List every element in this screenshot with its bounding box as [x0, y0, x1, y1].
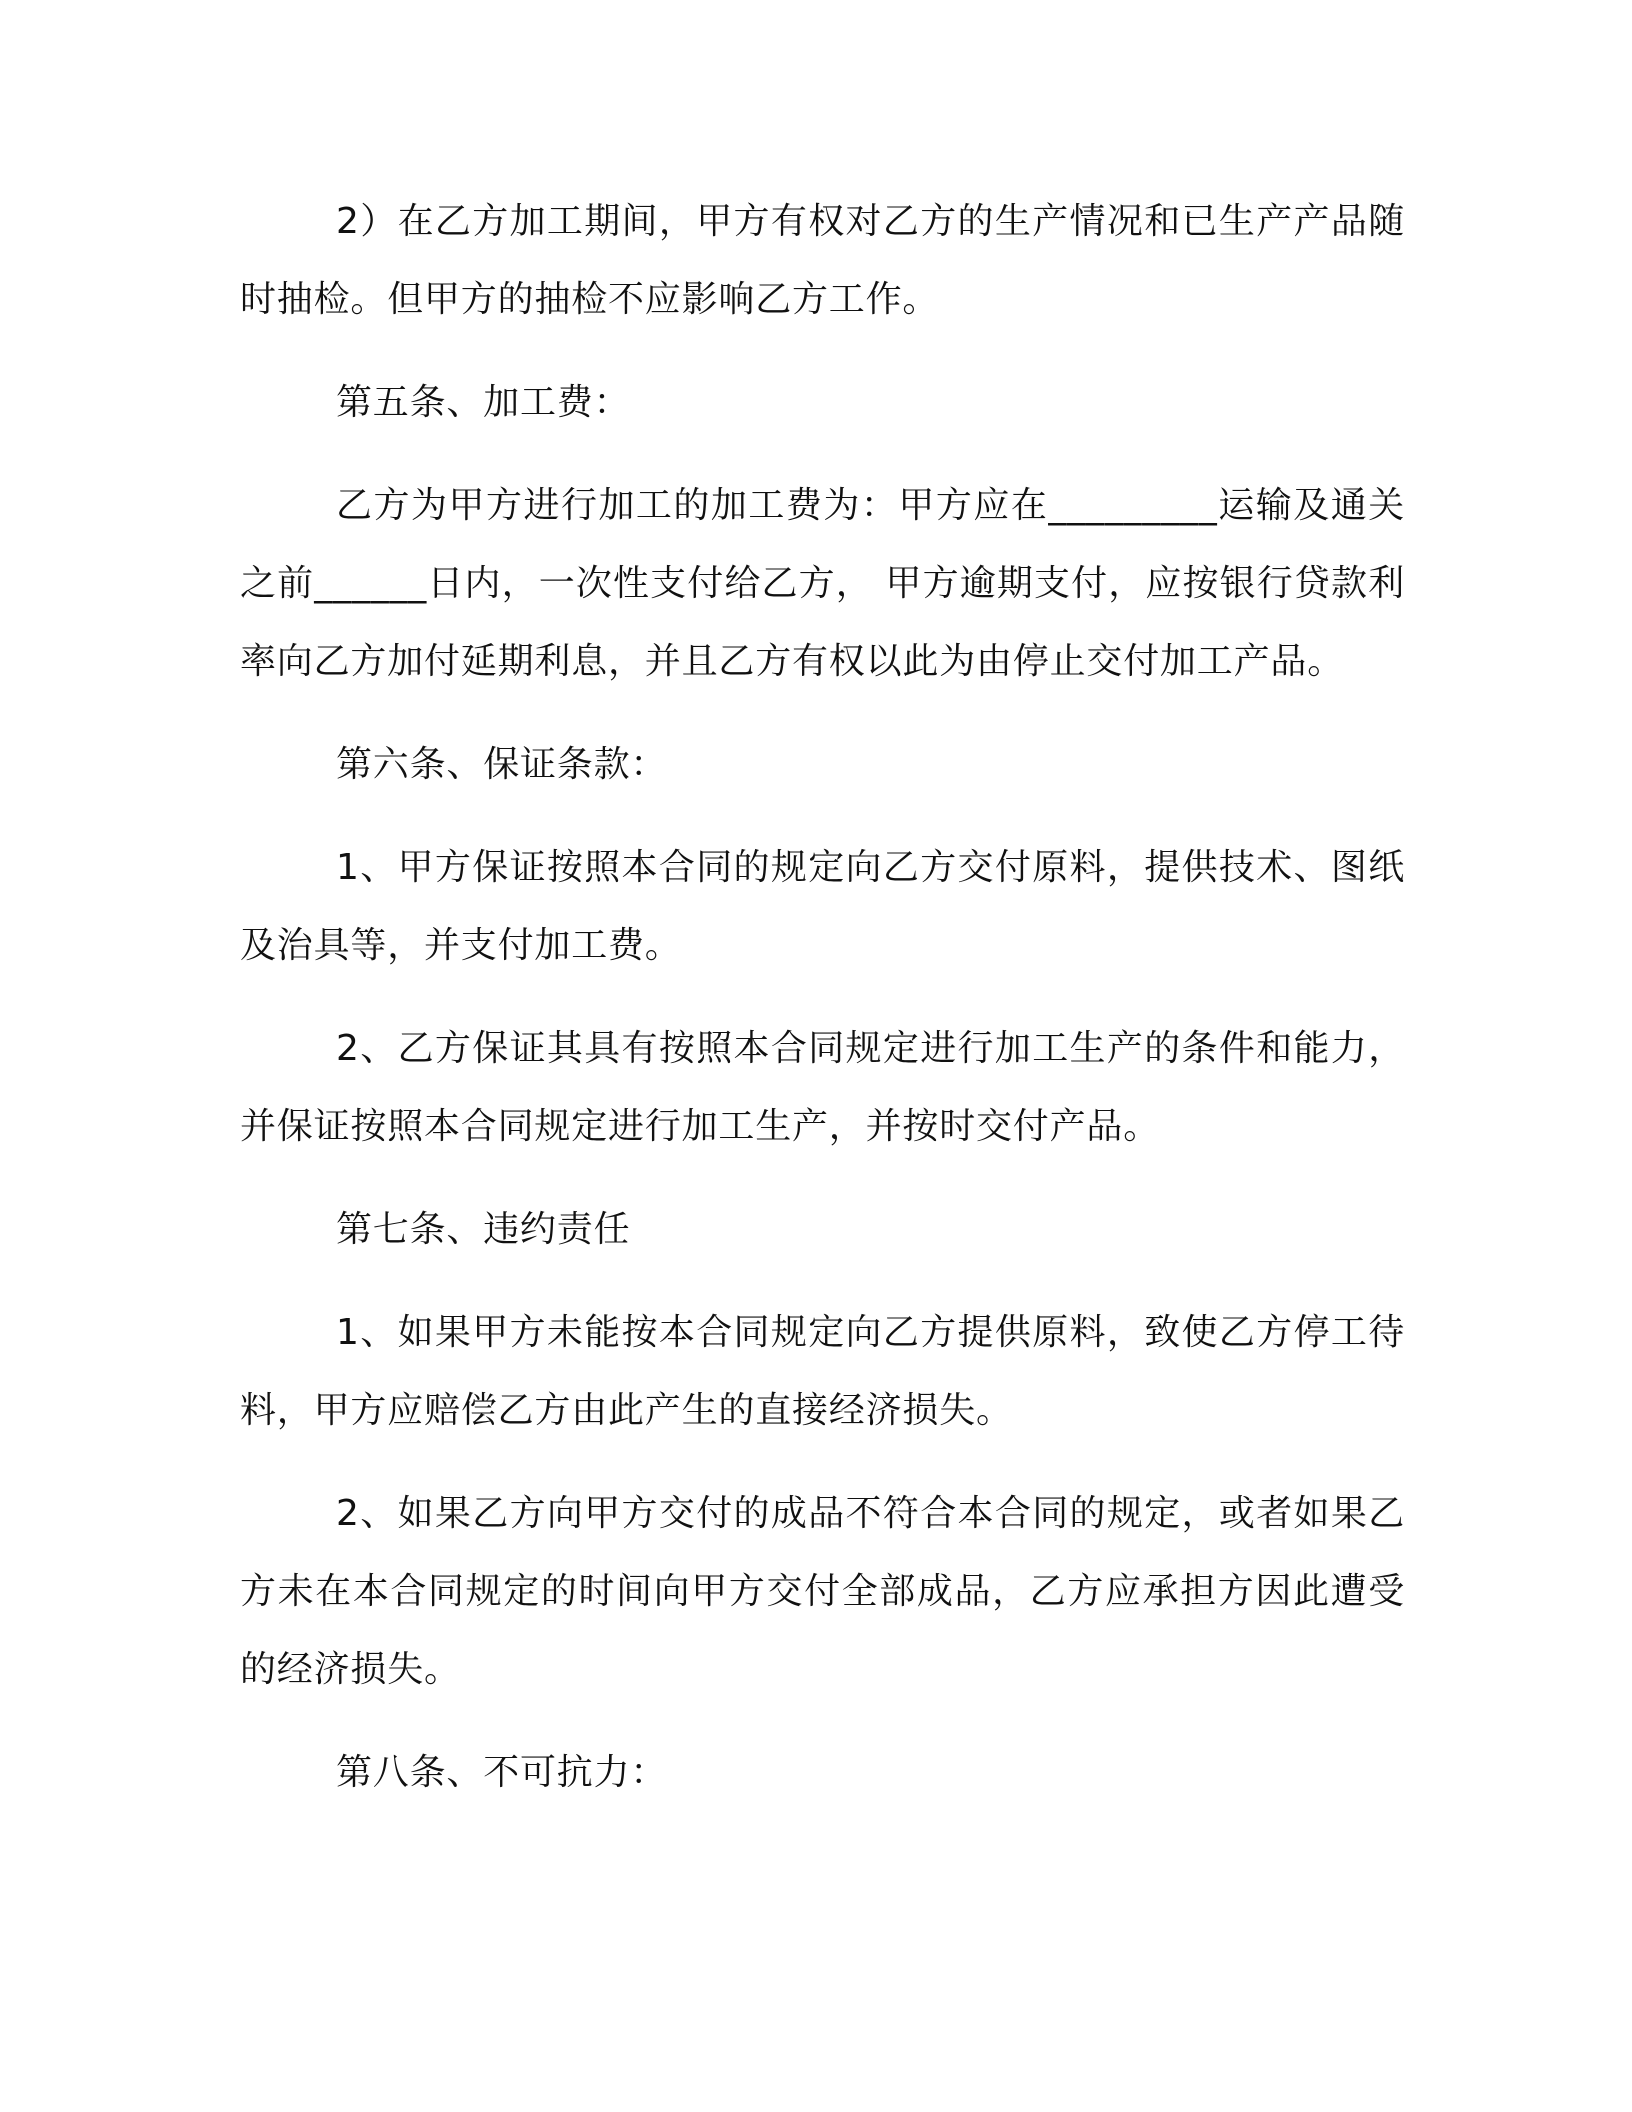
paragraph-liability-party-b: 2、如果乙方向甲方交付的成品不符合本合同的规定，或者如果乙方未在本合同规定的时间向甲方交付全部成品，乙方应承担方因此遭受的经济损失。: [240, 1493, 1405, 1690]
paragraph-liability-party-a: 1、如果甲方未能按本合同规定向乙方提供原料，致使乙方停工待料，甲方应赔偿乙方由此产生的直接经济损失。: [240, 1312, 1405, 1431]
heading-article-6-guarantee: 第六条、保证条款：: [336, 744, 668, 785]
document-body: [240, 183, 1405, 1837]
heading-article-7-liability: 第七条、违约责任: [336, 1209, 631, 1250]
paragraph-processing-fee: 乙方为甲方进行加工的加工费为：甲方应在_________运输及通关之前______日内，一次性支付给乙方， 甲方逾期支付，应按银行贷款利率向乙方加付延期利息，并且乙方有权以此为由停止交付加工产品。: [240, 485, 1405, 682]
paragraph-guarantee-party-b: 2、乙方保证其具有按照本合同规定进行加工生产的条件和能力，并保证按照本合同规定进行加工生产，并按时交付产品。: [240, 1028, 1405, 1147]
paragraph-inspection-rights: 2）在乙方加工期间，甲方有权对乙方的生产情况和已生产产品随时抽检。但甲方的抽检不应影响乙方工作。: [240, 201, 1405, 320]
heading-article-5-processing-fee: 第五条、加工费：: [336, 382, 631, 423]
paragraph-guarantee-party-a: 1、甲方保证按照本合同的规定向乙方交付原料，提供技术、图纸及治具等，并支付加工费。: [240, 847, 1405, 966]
heading-article-8-force-majeure: 第八条、不可抗力：: [336, 1752, 668, 1793]
